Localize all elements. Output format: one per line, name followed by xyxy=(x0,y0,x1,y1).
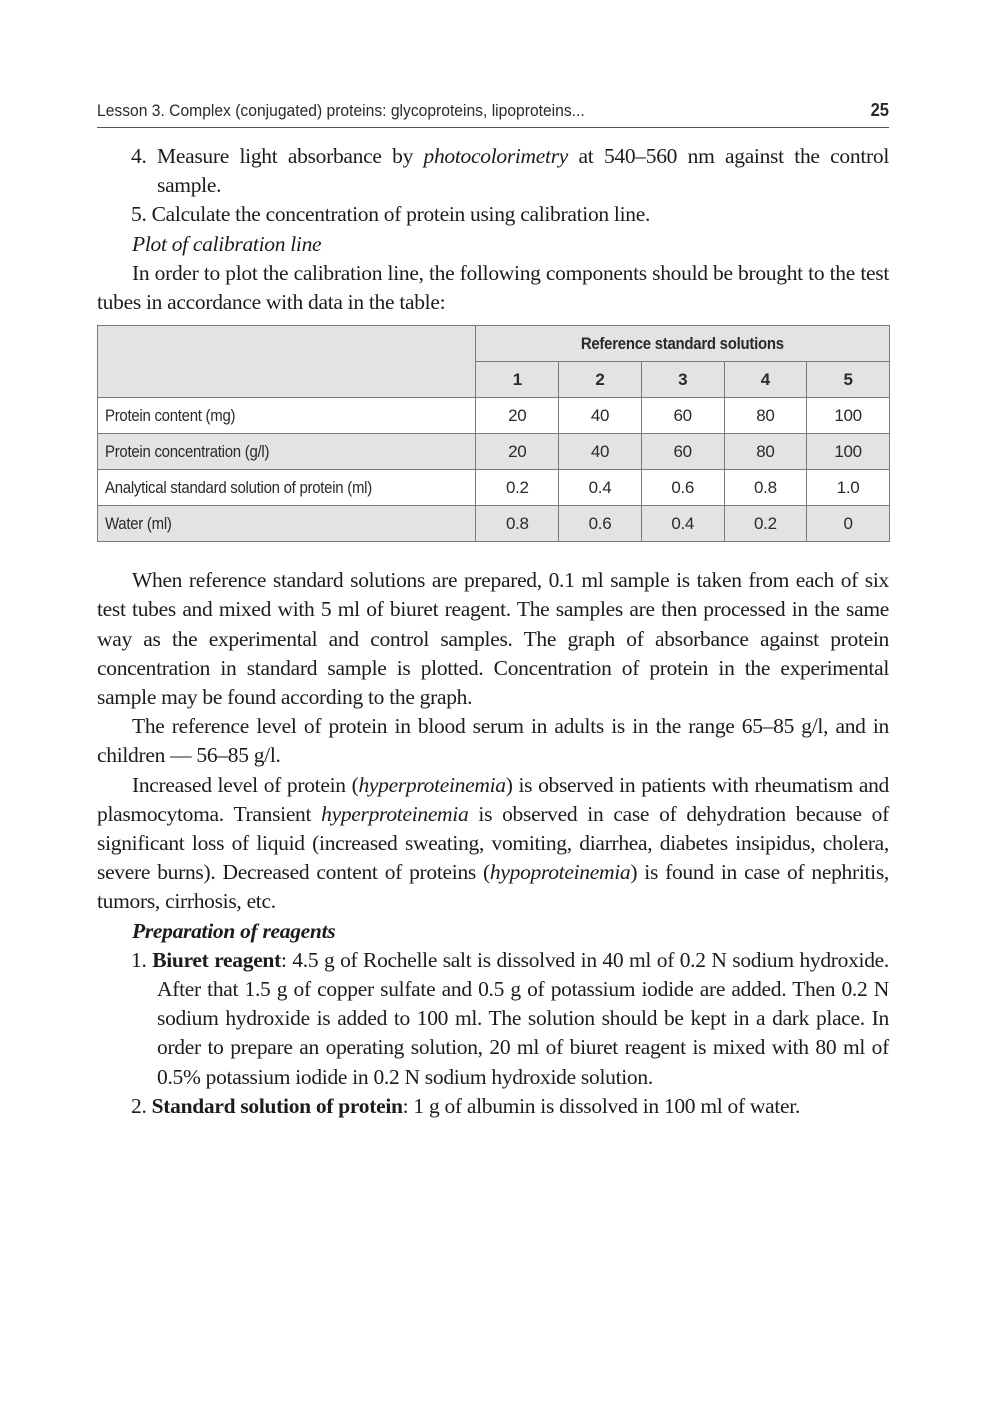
row-label-text: Water (ml) xyxy=(105,514,172,534)
plot-heading: Plot of calibration line xyxy=(132,231,322,256)
item-title: Biuret reagent xyxy=(152,947,281,972)
step-italic-term: photocolorimetry xyxy=(423,144,569,168)
item-text: : 4.5 g of Rochelle salt is dissolved in 40 ml of 0.2 N sodium hydroxide. After that 1.5 g of copper sulfate and 0.5 g of potassium iodide are added. Then 0.2 N sodium hydroxide is added to 100 ml. The solution should be kept in a dark place. In order to prepare an operating solution, 20 ml of biuret reagent is mixed with 80 ml of 0.5% potassium iodide in 0.2 N sodium hydroxide solution. xyxy=(157,947,889,1089)
table-cell: 20 xyxy=(476,398,559,434)
table-row xyxy=(98,470,890,506)
table-row xyxy=(98,506,890,542)
item-text: : 1 g of albumin is dissolved in 100 ml of water. xyxy=(402,1093,801,1118)
table-cell: 40 xyxy=(559,434,642,470)
reagent-item-1 xyxy=(97,946,889,1092)
group-header-text: Reference standard solutions xyxy=(581,334,785,354)
item-number: 1. xyxy=(131,947,147,972)
step-text: Calculate the concentration of protein using calibration line. xyxy=(151,202,651,227)
table-group-header-row xyxy=(98,326,890,362)
italic-term: hypoproteinemia xyxy=(489,860,631,885)
table-group-header xyxy=(476,326,890,362)
table-corner-cell xyxy=(98,326,476,398)
column-header: 2 xyxy=(559,362,642,398)
table-cell: 20 xyxy=(476,434,559,470)
table-cell: 80 xyxy=(724,398,807,434)
row-label-text: Protein content (mg) xyxy=(105,406,236,426)
table-cell: 0.6 xyxy=(559,506,642,542)
text-run: Increased level of protein ( xyxy=(132,772,359,797)
row-label xyxy=(98,434,476,470)
table-cell: 60 xyxy=(641,434,724,470)
paragraph-procedure: When reference standard solutions are prepared, 0.1 ml sample is taken from each of six test tubes and mixed with 5 ml of biuret reagent. The samples are then processed in the same way as the experimental and control samples. The graph of absorbance against protein concentration in standard sample is plotted. Concentration of protein in the experimental sample may be found according to the graph. xyxy=(97,568,889,710)
italic-term: hyperproteinemia xyxy=(321,801,469,826)
step-5 xyxy=(97,200,889,229)
row-label xyxy=(98,398,476,434)
item-number: 2. xyxy=(131,1093,147,1118)
page xyxy=(97,100,889,1121)
table-cell: 80 xyxy=(724,434,807,470)
table-cell: 100 xyxy=(807,398,890,434)
body-text xyxy=(97,142,889,1121)
table-cell: 0.4 xyxy=(559,470,642,506)
text-run: ) is found in case of nephritis, tumors, cirrhosis, etc. xyxy=(97,860,889,914)
table-cell: 60 xyxy=(641,398,724,434)
reference-solutions-table xyxy=(97,325,890,542)
paragraph-hyperproteinemia xyxy=(97,771,889,917)
table-cell: 40 xyxy=(559,398,642,434)
table-cell: 100 xyxy=(807,434,890,470)
table-cell: 0.4 xyxy=(641,506,724,542)
step-4 xyxy=(97,142,889,200)
text-run: is observed in case of dehydration because of significant loss of liquid (increased sweating, vomiting, diarrhea, diabetes insipidus, cholera, severe burns). Decreased content of proteins ( xyxy=(97,801,889,885)
row-label xyxy=(98,506,476,542)
paragraph-reference-level: The reference level of protein in blood serum in adults is in the range 65–85 g/l, and in children — 56–85 g/l. xyxy=(97,714,889,768)
text-run: ) is observed in patients with rheumatism and plasmocytoma. Transient xyxy=(97,772,889,826)
column-header: 1 xyxy=(476,362,559,398)
reagents-heading: Preparation of reagents xyxy=(132,918,336,943)
column-header: 3 xyxy=(641,362,724,398)
table-row xyxy=(98,398,890,434)
row-label-text: Analytical standard solution of protein (ml) xyxy=(105,478,372,498)
row-label-text: Protein concentration (g/l) xyxy=(105,442,270,462)
item-title: Standard solution of protein xyxy=(151,1093,403,1118)
intro-paragraph: In order to plot the calibration line, the following components should be brought to the test tubes in accordance with data in the table: xyxy=(97,260,889,315)
column-header: 4 xyxy=(724,362,807,398)
column-header: 5 xyxy=(807,362,890,398)
page-number: 25 xyxy=(870,100,890,120)
step-number: 5. xyxy=(131,202,147,227)
table-cell: 0.2 xyxy=(476,470,559,506)
row-label xyxy=(98,470,476,506)
step-text-end: at 540–560 nm against the control sample. xyxy=(157,144,889,198)
step-number: 4. xyxy=(131,144,147,168)
table-cell: 0.6 xyxy=(641,470,724,506)
table-row xyxy=(98,434,890,470)
table-cell: 1.0 xyxy=(807,470,890,506)
table-cell: 0.8 xyxy=(724,470,807,506)
table-cell: 0.2 xyxy=(724,506,807,542)
table-cell: 0 xyxy=(807,506,890,542)
running-title: Lesson 3. Complex (conjugated) proteins: glycoproteins, lipoproteins... xyxy=(97,101,585,120)
reagent-item-2 xyxy=(97,1092,889,1121)
running-header xyxy=(97,100,889,128)
table-cell: 0.8 xyxy=(476,506,559,542)
step-text: Measure light absorbance by xyxy=(157,144,424,168)
italic-term: hyperproteinemia xyxy=(358,772,506,797)
